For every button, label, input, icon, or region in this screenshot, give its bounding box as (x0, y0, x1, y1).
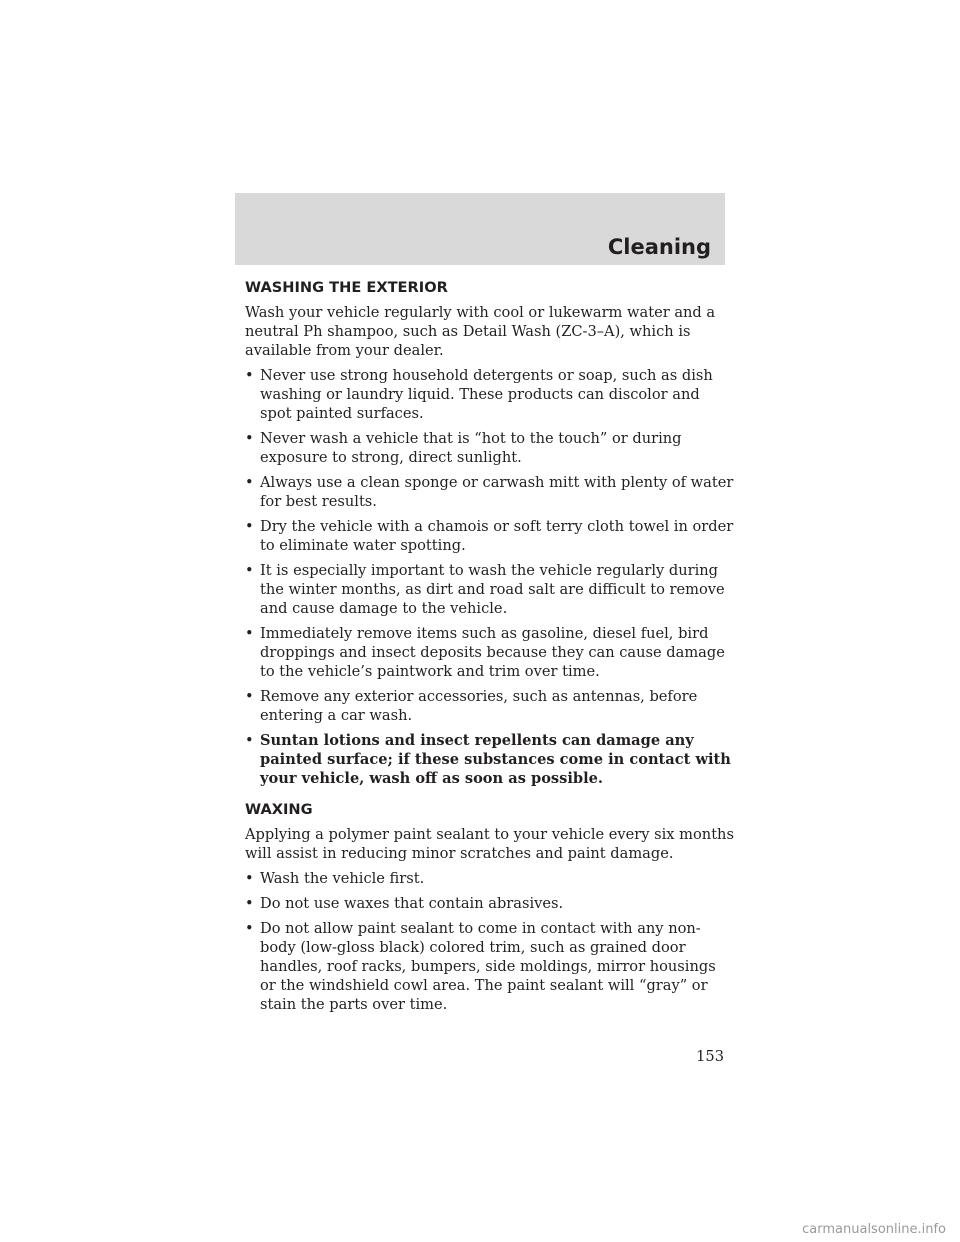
bullet-icon: • (245, 625, 254, 642)
section-heading: WAXING (245, 801, 313, 818)
section-intro: Applying a polymer paint sealant to your vehicle every six months will assist in reducing minor scratches and paint damage. (245, 826, 734, 862)
bullet-icon: • (245, 920, 254, 937)
bullet-icon: • (245, 870, 254, 887)
list-item-warning: • Suntan lotions and insect repellents can damage any painted surface; if these substances come in contact with your vehicle, wash off as soon as possible. (245, 732, 731, 787)
list-item: • Always use a clean sponge or carwash mitt with plenty of water for best results. (245, 474, 734, 510)
bullet-icon: • (245, 518, 254, 535)
footer-watermark: carmanualsonline.info (802, 1222, 946, 1237)
list-item: • Do not allow paint sealant to come in contact with any non-body (low-gloss black) colored trim, such as grained door handles, roof racks, bumpers, side moldings, mirror housings or the windshield cowl area. The paint sealant will “gray” or stain the parts over time. (245, 920, 716, 1013)
list-item: • Immediately remove items such as gasoline, diesel fuel, bird droppings and insect deposits because they can cause damage to the vehicle’s paintwork and trim over time. (245, 625, 725, 680)
section-heading: WASHING THE EXTERIOR (245, 279, 448, 296)
section-title: Cleaning (607, 235, 711, 259)
bullet-icon: • (245, 430, 254, 447)
list-item: • Do not use waxes that contain abrasives. (245, 895, 564, 912)
section-header-bar (235, 193, 725, 265)
list-item: • Wash the vehicle first. (245, 870, 425, 887)
bullet-icon: • (245, 732, 254, 749)
bullet-list (245, 869, 735, 1014)
list-item: • Remove any exterior accessories, such as antennas, before entering a car wash. (245, 688, 698, 724)
bullet-icon: • (245, 562, 254, 579)
bullet-icon: • (245, 367, 254, 384)
bullet-list (245, 366, 735, 788)
page-content (245, 278, 735, 1020)
page-number: 153 (696, 1048, 724, 1065)
bullet-icon: • (245, 688, 254, 705)
list-item: • Dry the vehicle with a chamois or soft terry cloth towel in order to eliminate water spotting. (245, 518, 734, 554)
list-item: • Never wash a vehicle that is “hot to the touch” or during exposure to strong, direct sunlight. (245, 430, 682, 466)
list-item: • It is especially important to wash the vehicle regularly during the winter months, as dirt and road salt are difficult to remove and cause damage to the vehicle. (245, 562, 725, 617)
section-intro: Wash your vehicle regularly with cool or lukewarm water and a neutral Ph shampoo, such as Detail Wash (ZC-3–A), which is available from your dealer. (245, 304, 716, 359)
list-item: • Never use strong household detergents or soap, such as dish washing or laundry liquid. These products can discolor and spot painted surfaces. (245, 367, 713, 422)
section-washing-exterior (245, 278, 735, 788)
bullet-icon: • (245, 895, 254, 912)
section-waxing (245, 800, 735, 1014)
bullet-icon: • (245, 474, 254, 491)
